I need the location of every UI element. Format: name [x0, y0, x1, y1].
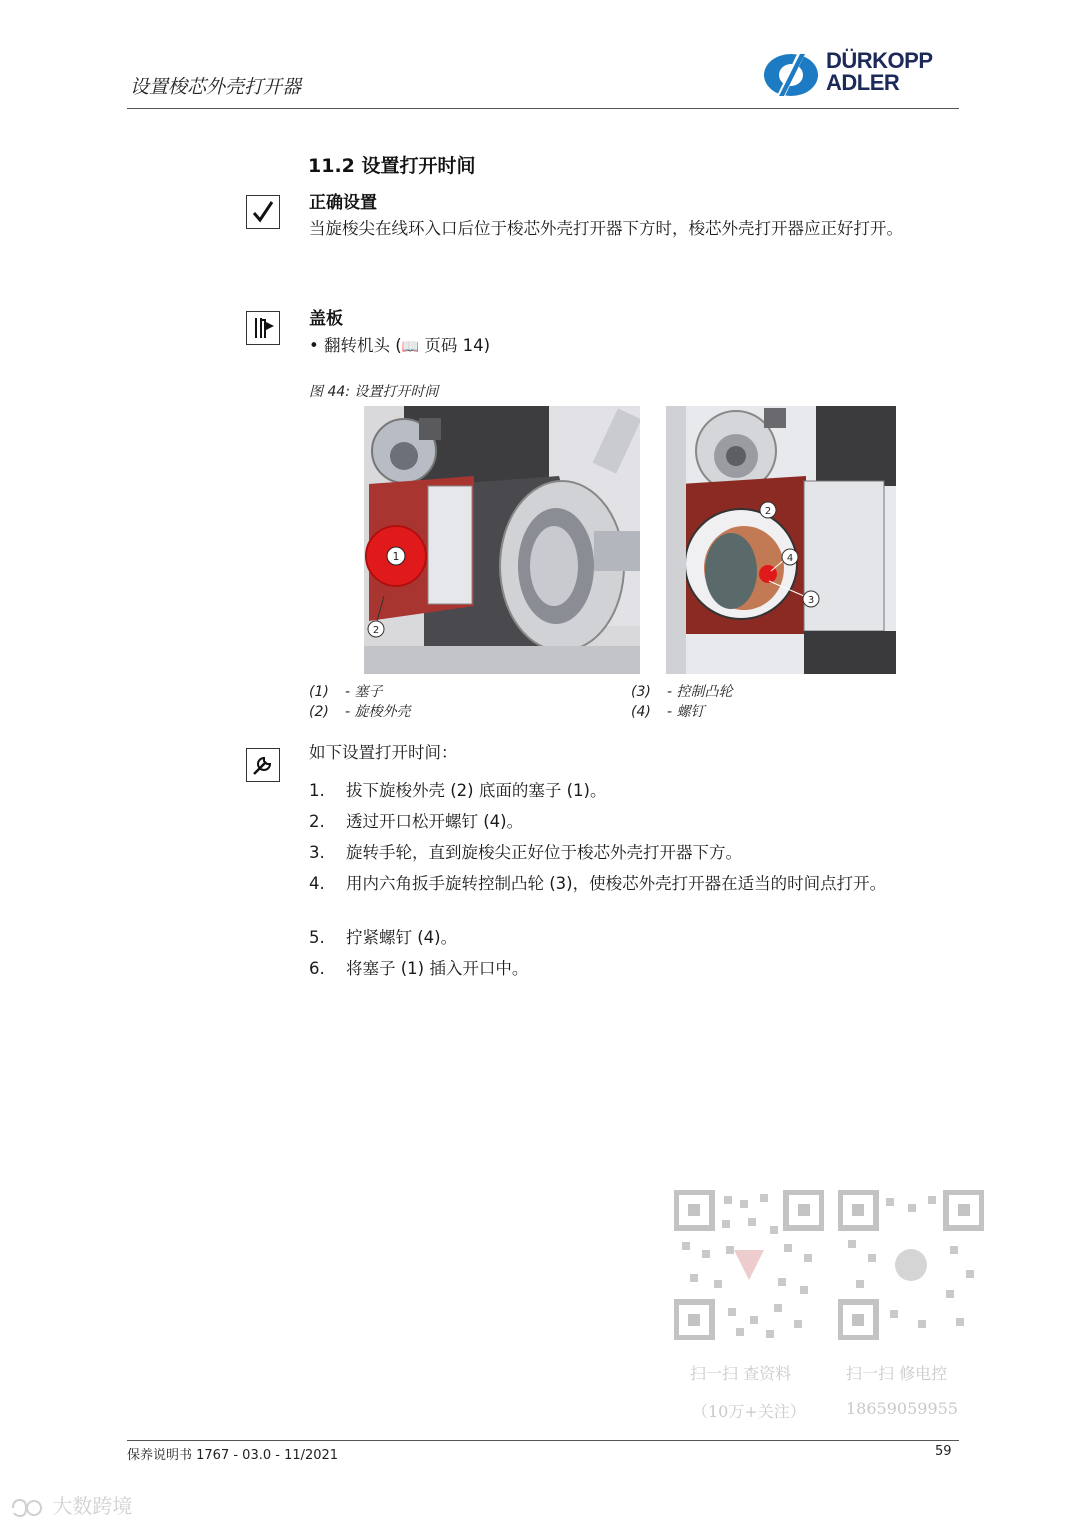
marker-1: 1	[392, 550, 400, 563]
procedure-steps: 1. 拔下旋梭外壳 (2) 底面的塞子 (1)。 2. 透过开口松开螺钉 (4)。 3. 旋转手轮，直到旋梭尖正好位于梭芯外壳打开器下方。 4. 用内六角扳手旋转控制凸轮 (3)，使梭芯外壳打开器在适当的时间点打开。 5. 拧紧螺钉 (4)。 6. 将塞子 (1) 插入开口中。	[309, 781, 887, 978]
cover-plate-icon	[246, 311, 280, 345]
legend-item: (4) - 螺钉	[631, 704, 705, 720]
logo-line-2: ADLER	[826, 70, 900, 95]
section-title: 11.2 设置打开时间	[308, 155, 476, 177]
qr-left-caption-2: （10万+关注）	[692, 1402, 806, 1421]
qr-right-caption-2: 18659059955	[846, 1399, 958, 1418]
marker-3: 3	[807, 595, 815, 606]
cover-bullet	[309, 334, 490, 359]
marker-2-left: 2	[372, 625, 380, 636]
marker-2-right: 2	[764, 506, 772, 517]
brand-logo-icon	[762, 52, 820, 98]
page-number: 59	[935, 1444, 952, 1459]
header-rule	[127, 108, 959, 109]
legend-item: (2) - 旋梭外壳	[309, 704, 411, 720]
figure-image-right	[666, 406, 896, 674]
legend-left	[309, 682, 411, 722]
logo-line-1: DÜRKOPP	[826, 48, 933, 73]
qr-code-left[interactable]	[674, 1190, 824, 1340]
bullet-dot: •	[309, 336, 324, 355]
footer-rule	[127, 1440, 959, 1441]
watermark-logo-icon	[10, 1498, 46, 1518]
legend-right	[631, 682, 733, 722]
cover-bullet-ref[interactable]: 页码 14)	[419, 336, 491, 355]
legend-item: (1) - 塞子	[309, 684, 383, 700]
procedure-intro: 如下设置打开时间：	[309, 743, 458, 762]
qr-right-caption-1: 扫一扫 修电控	[846, 1364, 948, 1383]
figure-image-left	[364, 406, 640, 674]
wrench-icon	[246, 748, 280, 782]
watermark: 大数跨境	[10, 1490, 132, 1519]
qr-code-right[interactable]	[838, 1190, 984, 1340]
footer-doc-info: 保养说明书 1767 - 03.0 - 11/2021	[127, 1448, 339, 1463]
book-icon: 📖	[401, 339, 420, 355]
cover-bullet-text: 翻转机头 (	[323, 336, 402, 355]
checkmark-icon	[246, 195, 280, 229]
marker-4: 4	[786, 553, 794, 564]
header-title: 设置梭芯外壳打开器	[130, 76, 302, 98]
cover-heading: 盖板	[309, 309, 343, 329]
figure-caption: 图 44: 设置打开时间	[309, 384, 439, 400]
correct-setting-text: 当旋梭尖在线环入口后位于梭芯外壳打开器下方时，梭芯外壳打开器应正好打开。	[309, 219, 903, 238]
correct-setting-heading: 正确设置	[309, 193, 377, 213]
legend-item: (3) - 控制凸轮	[631, 684, 733, 700]
qr-left-caption-1: 扫一扫 查资料	[690, 1364, 792, 1383]
brand-logo-text	[826, 50, 933, 94]
